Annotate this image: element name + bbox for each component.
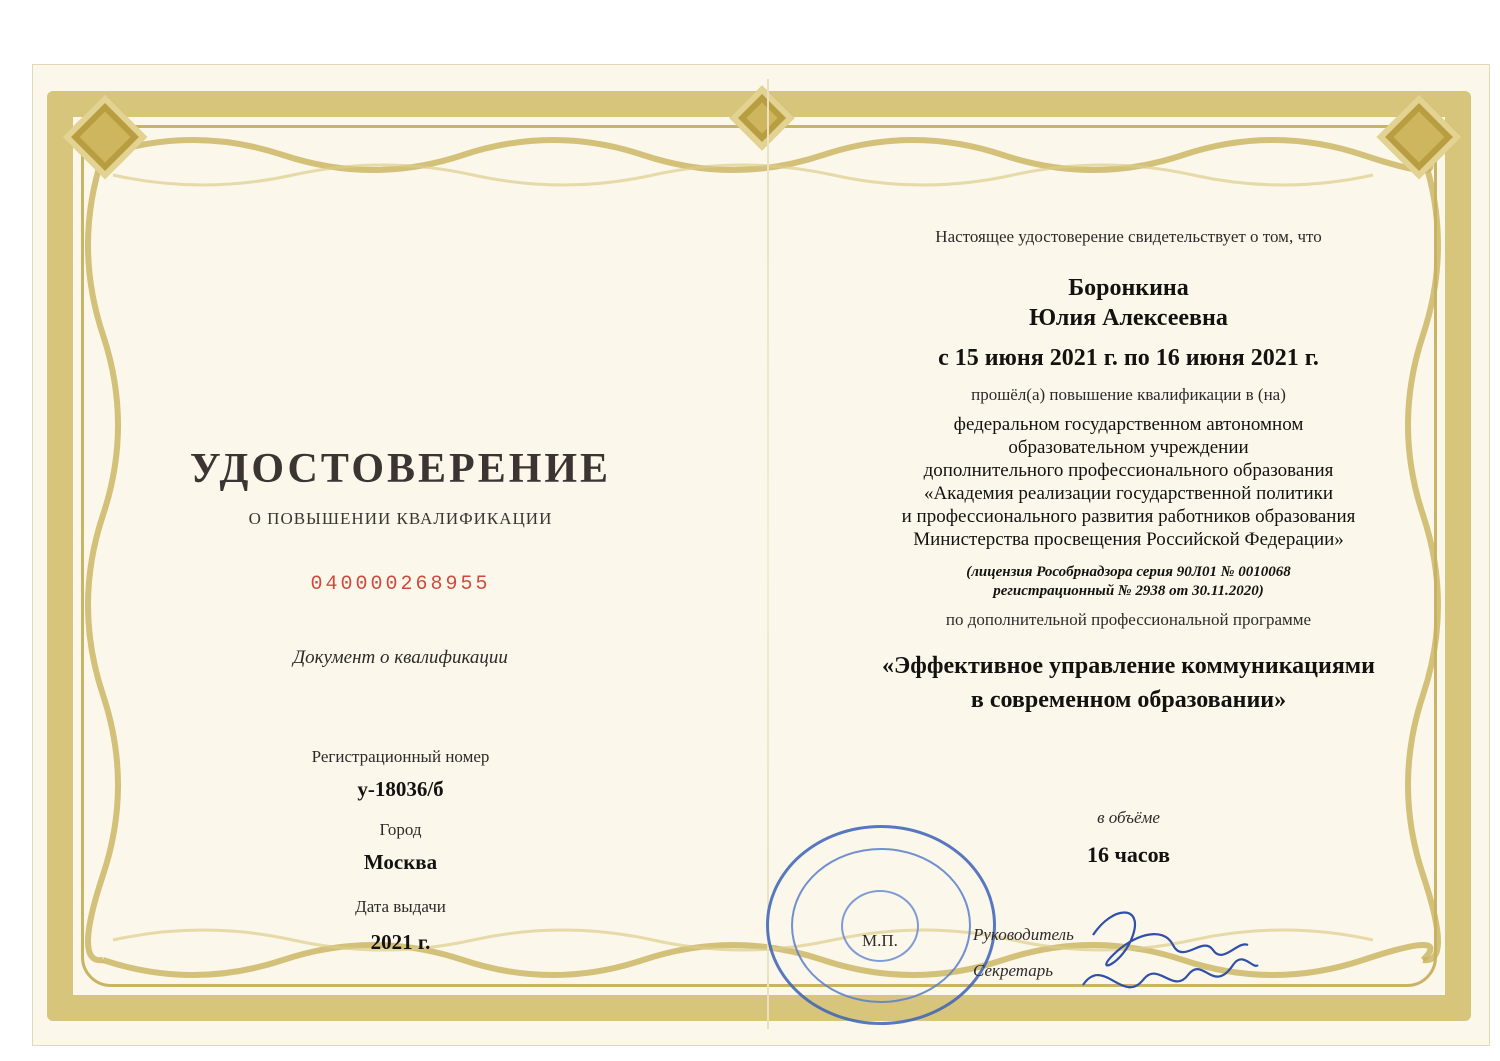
city-label: Город: [379, 820, 422, 839]
given-names: Юлия Алексеевна: [1029, 305, 1228, 331]
organization-line: «Академия реализации государственной политики: [923, 483, 1334, 504]
license-line: регистрационный № 2938 от 30.11.2020): [993, 583, 1264, 599]
issue-date-label: Дата выдачи: [355, 897, 446, 916]
organization-line: дополнительного профессионального образования: [923, 460, 1334, 481]
city-value: Москва: [363, 850, 438, 874]
surname: Боронкина: [1068, 275, 1189, 301]
organization-line: Министерства просвещения Российской Федерации»: [913, 529, 1344, 550]
registration-label: Регистрационный номер: [311, 747, 490, 766]
certificate-title: УДОСТОВЕРЕНИЕ: [189, 446, 612, 492]
secretary-label: Секретарь: [973, 961, 1053, 980]
program-title-line: в современном образовании»: [970, 687, 1287, 713]
serial-number: 040000268955: [310, 573, 491, 596]
stamp-place-label: М.П.: [862, 931, 898, 950]
registration-value: у-18036/б: [357, 777, 444, 801]
certificate-subtitle: О ПОВЫШЕНИИ КВАЛИФИКАЦИИ: [248, 509, 553, 528]
volume-label: в объёме: [1097, 808, 1160, 827]
program-title-line: «Эффективное управление коммуникациями: [882, 653, 1375, 679]
director-label: Руководитель: [973, 925, 1074, 944]
signatures: [1073, 895, 1263, 1025]
license-line: (лицензия Рособрнадзора серия 90Л01 № 0010068: [966, 564, 1291, 580]
certificate-sheet: [32, 64, 1490, 1046]
left-page: [33, 65, 768, 1045]
program-label: по дополнительной профессиональной программе: [945, 610, 1312, 629]
issue-date-value: 2021 г.: [370, 930, 431, 954]
volume-value: 16 часов: [1086, 842, 1170, 867]
intro-text: Настоящее удостоверение свидетельствует о том, что: [935, 227, 1322, 246]
organization-line: и профессионального развития работников образования: [901, 506, 1356, 527]
organization-line: образовательном учреждении: [1008, 437, 1249, 458]
stamp-emblem: [841, 890, 919, 962]
passed-text: прошёл(а) повышение квалификации в (на): [971, 385, 1286, 404]
official-stamp: [766, 825, 996, 1025]
training-dates: с 15 июня 2021 г. по 16 июня 2021 г.: [938, 345, 1319, 371]
organization-line: федеральном государственном автономном: [953, 414, 1304, 435]
document-type: Документ о квалификации: [293, 647, 508, 668]
